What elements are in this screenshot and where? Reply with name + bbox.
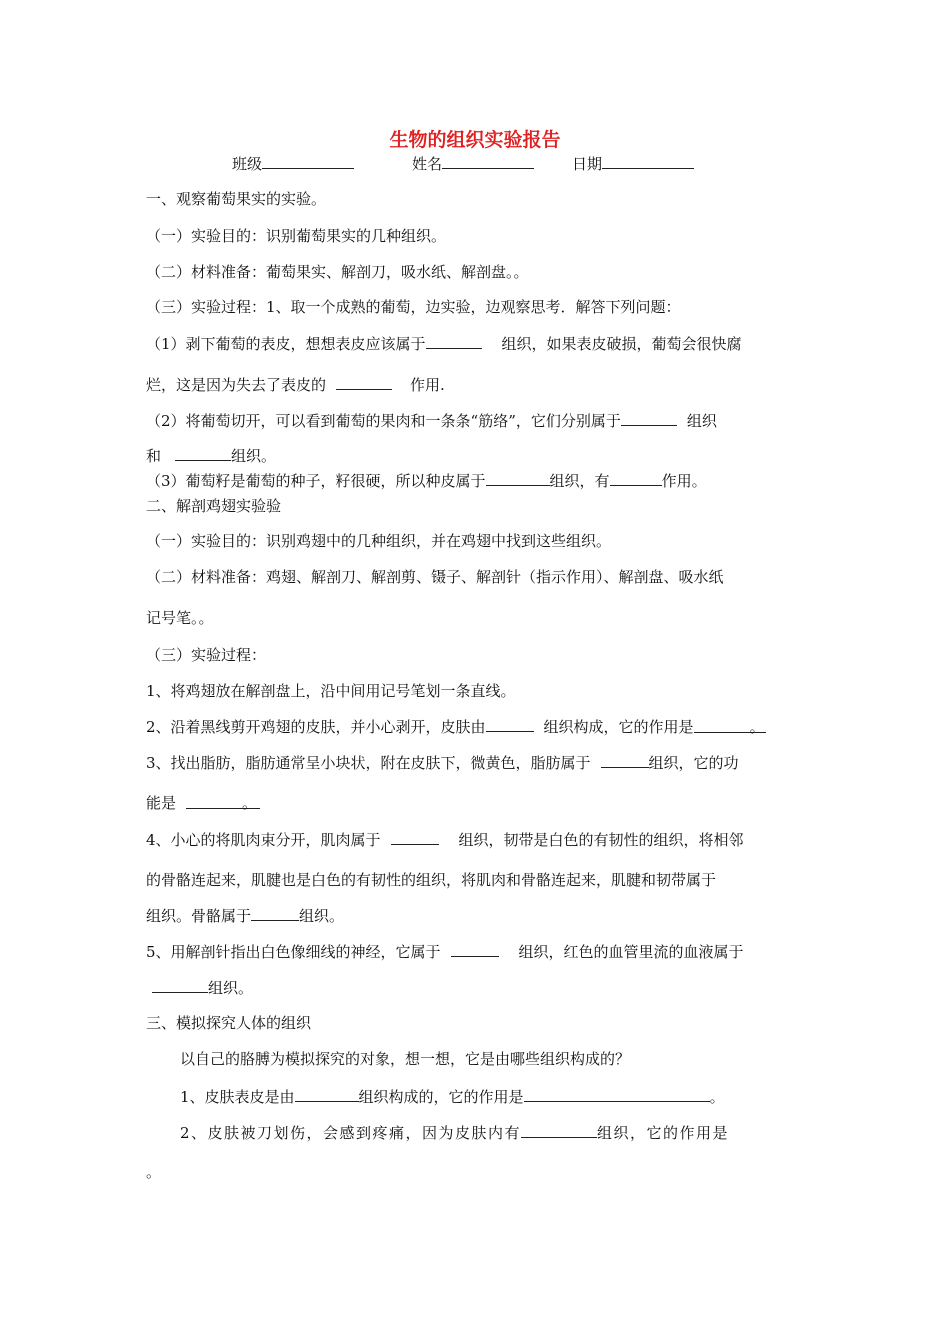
- q2-line1: （2）将葡萄切开，可以看到葡萄的果肉和一条条“筋络”，它们分别属于 组织: [146, 412, 717, 430]
- step3-line1: 3、找出脂肪，脂肪通常呈小块状，附在皮肤下，微黄色，脂肪属于 组织，它的功: [146, 754, 739, 772]
- step5-line2: 组织。: [146, 977, 253, 998]
- step5-blank-1: [451, 941, 499, 957]
- step4-blank-2: [251, 905, 299, 921]
- q3-blank-1: [486, 470, 550, 486]
- q1-blank-2: [336, 374, 392, 390]
- section1-purpose: （一）实验目的：识别葡萄果实的几种组织。: [146, 227, 447, 245]
- inquiry1: 1、皮肤表皮是由 组织构成的，它的作用是 。: [180, 1088, 725, 1106]
- q2-blank-2: [175, 445, 231, 461]
- class-blank: [262, 153, 354, 169]
- name-blank: [442, 153, 534, 169]
- inquiry1-blank-1: [295, 1086, 359, 1102]
- date-label: 日期: [572, 155, 603, 173]
- q1-blank-1: [426, 333, 482, 349]
- step2: 2、沿着黑线剪开鸡翅的皮肤，并小心剥开，皮肤由 组织构成，它的作用是 。: [146, 718, 765, 736]
- step4-line3: 组织。骨骼属于 组织。: [146, 907, 345, 925]
- section2-materials-line1: （二）材料准备：鸡翅、解剖刀、解剖剪、镊子、解剖针（指示作用）、解剖盘、吸水纸: [146, 568, 724, 586]
- step1: 1、将鸡翅放在解剖盘上，沿中间用记号笔划一条直线。: [146, 682, 516, 700]
- q3-line: （3）葡萄籽是葡萄的种子，籽很硬，所以种皮属于 组织，有 作用。: [146, 472, 707, 490]
- step5-line1: 5、用解剖针指出白色像细线的神经，它属于 组织，红色的血管里流的血液属于: [146, 943, 744, 961]
- q1-line2: 烂，这是因为失去了表皮的 作用.: [146, 376, 445, 394]
- q3-blank-2: [610, 470, 662, 486]
- section2-heading: 二、解剖鸡翅实验验: [146, 497, 282, 515]
- date-blank: [602, 153, 694, 169]
- document-title: 生物的组织实验报告: [389, 129, 561, 151]
- q2-line2: 和 组织。: [146, 447, 277, 465]
- section2-process: （三）实验过程：: [146, 646, 267, 664]
- inquiry2-end: 。: [146, 1163, 162, 1181]
- step3-blank-2: 。: [186, 793, 260, 809]
- section3-intro: 以自己的胳膊为模拟探究的对象，想一想，它是由哪些组织构成的？: [180, 1050, 631, 1068]
- inquiry2: 2、皮肤被刀划伤，会感到疼痛，因为皮肤内有 组织，它的作用是: [180, 1124, 730, 1142]
- name-label: 姓名: [412, 155, 443, 173]
- section1-process: （三）实验过程：1、取一个成熟的葡萄，边实验，边观察思考．解答下列问题：: [146, 298, 681, 316]
- step4-line2: 的骨骼连起来，肌腱也是白色的有韧性的组织，将肌肉和骨骼连起来，肌腱和韧带属于: [146, 871, 717, 889]
- q2-blank-1: [621, 410, 677, 426]
- step2-blank-1: [486, 716, 534, 732]
- section1-heading: 一、观察葡萄果实的实验。: [146, 190, 327, 208]
- section2-materials-line2: 记号笔。。: [146, 609, 214, 627]
- section3-heading: 三、模拟探究人体的组织: [146, 1014, 312, 1032]
- step4-line1: 4、小心的将肌肉束分开，肌肉属于 组织，韧带是白色的有韧性的组织，将相邻: [146, 831, 744, 849]
- name-field: [412, 153, 534, 174]
- inquiry2-blank: [521, 1122, 597, 1138]
- q1-line1: （1）剥下葡萄的表皮，想想表皮应该属于 组织，如果表皮破损，葡萄会很快腐: [146, 335, 742, 353]
- step3-blank-1: [601, 752, 649, 768]
- section1-materials: （二）材料准备：葡萄果实、解剖刀，吸水纸、解剖盘。。: [146, 263, 529, 281]
- date-field: [572, 153, 694, 174]
- step2-blank-2: 。: [694, 717, 766, 733]
- class-label: 班级: [232, 155, 263, 173]
- step5-blank-2: [152, 977, 208, 993]
- inquiry1-blank-2: [524, 1086, 710, 1102]
- class-field: [232, 153, 354, 174]
- section2-purpose: （一）实验目的：识别鸡翅中的几种组织，并在鸡翅中找到这些组织。: [146, 532, 612, 550]
- step4-blank-1: [391, 829, 439, 845]
- step3-line2: 能是 。: [146, 793, 260, 813]
